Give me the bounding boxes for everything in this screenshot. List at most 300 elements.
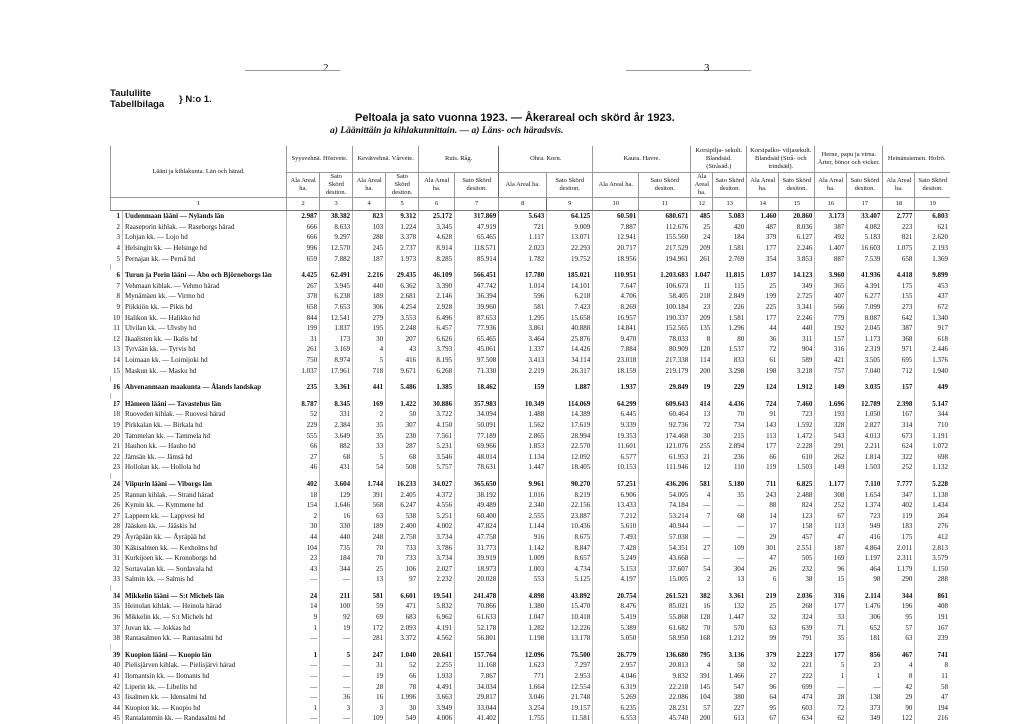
cell-value: 110.951 <box>593 270 639 281</box>
cell-value: 6.319 <box>593 681 639 692</box>
cell-value: 449 <box>915 382 950 393</box>
row-number: 18 <box>113 410 120 419</box>
table-row <box>111 650 951 661</box>
cell-value: 8.914 <box>419 243 455 254</box>
cell-value: 5.231 <box>419 441 455 452</box>
cell-value: 457 <box>779 532 815 543</box>
cell-value: 1.179 <box>883 563 915 574</box>
cell-value: 13.178 <box>547 633 593 644</box>
cell-value: 8.219 <box>547 489 593 500</box>
cell-value: 145 <box>691 681 713 692</box>
cell-value: 18 <box>287 489 320 500</box>
cell-value: 6.445 <box>593 409 639 420</box>
table-row <box>111 243 951 254</box>
cell-value: 67 <box>815 510 847 521</box>
header-ala: Ala Areal ha. <box>593 173 639 198</box>
cell-value: 55.868 <box>639 612 691 623</box>
table-row <box>111 302 951 313</box>
cell-value: 1.592 <box>779 420 815 431</box>
cell-value: 22.156 <box>547 500 593 511</box>
page-subtitle: a) Läänittäin ja kihlakunnittain. — a) Läns- och häradsvis. <box>330 126 564 136</box>
table-row <box>111 601 951 612</box>
cell-value: 824 <box>779 500 815 511</box>
cell-value: 69.966 <box>455 441 499 452</box>
cell-value: 3.546 <box>419 451 455 462</box>
cell-value: 14 <box>747 510 779 521</box>
cell-value: 6.626 <box>419 334 455 345</box>
cell-value: 6 <box>747 574 779 585</box>
cell-value: 129 <box>320 489 353 500</box>
region-name: Halikon kk. — Halikko hd <box>123 312 287 323</box>
cell-value: 262 <box>815 451 847 462</box>
page-title: Peltoala ja sato vuonna 1923. — Åkerareal och skörd år 1923. <box>355 112 675 124</box>
cell-value: 4.150 <box>419 420 455 431</box>
cell-value: 34.034 <box>455 681 499 692</box>
cell-value: 215 <box>713 430 747 441</box>
cell-value: 189 <box>353 521 386 532</box>
cell-value: 2.987 <box>287 211 320 222</box>
cell-value: 1.664 <box>499 681 547 692</box>
cell-value: 60.400 <box>455 510 499 521</box>
cell-value: 2.894 <box>713 441 747 452</box>
cell-value: 437 <box>915 291 950 302</box>
cell-value: 177 <box>815 650 847 661</box>
cell-value: 4.082 <box>847 222 883 233</box>
row-number: 45 <box>113 714 120 723</box>
cell-value: 4.002 <box>419 521 455 532</box>
cell-value: 1.198 <box>499 633 547 644</box>
cell-value: 17.961 <box>320 365 353 376</box>
region-name: Salmin kk. — Salmis hd <box>123 574 287 585</box>
cell-value: 553 <box>499 574 547 585</box>
cell-value: 19.541 <box>419 591 455 602</box>
cell-value: 324 <box>779 612 815 623</box>
cell-value: 6.247 <box>386 500 419 511</box>
cell-value: 187 <box>815 542 847 553</box>
header-colnum: 5 <box>386 198 419 211</box>
table-row <box>111 355 951 366</box>
region-name: Hämeen lääni — Tavastehus län <box>123 399 287 410</box>
cell-value: 48.014 <box>455 451 499 462</box>
cell-value: 61 <box>747 355 779 366</box>
header-colnum: 6 <box>419 198 455 211</box>
cell-value: 2.398 <box>883 399 915 410</box>
cell-value: 1.503 <box>779 462 815 473</box>
cell-value: 7.887 <box>593 222 639 233</box>
cell-value: 72 <box>691 420 713 431</box>
cell-value: 70 <box>691 622 713 633</box>
cell-value: 217.338 <box>639 355 691 366</box>
region-name: Piikkiön kk. — Pikis hd <box>123 302 287 313</box>
cell-value: 225 <box>747 302 779 313</box>
cell-value: 1.295 <box>499 312 547 323</box>
cell-value: 1 <box>847 671 883 682</box>
cell-value: 380 <box>713 692 747 703</box>
row-number: 19 <box>113 420 120 429</box>
cell-value: 9.009 <box>547 222 593 233</box>
cell-value: 328 <box>815 420 847 431</box>
cell-value: 1.340 <box>915 312 950 323</box>
crop-table <box>110 146 950 724</box>
header-colnum: 7 <box>455 198 499 211</box>
header-colnum: 1 <box>111 198 287 211</box>
cell-value: 7 <box>691 510 713 521</box>
header-crop: Ohra. Korn. <box>499 146 593 173</box>
cell-value: 431 <box>320 462 353 473</box>
cell-value: 344 <box>320 563 353 574</box>
header-colnum: 11 <box>639 198 691 211</box>
cell-value: 169 <box>353 399 386 410</box>
cell-value: 4.898 <box>499 591 547 602</box>
row-number: 21 <box>113 442 120 451</box>
cell-value: 1.744 <box>353 479 386 490</box>
cell-value: 1.782 <box>499 253 547 264</box>
cell-value: 5.183 <box>847 232 883 243</box>
cell-value: 3.390 <box>419 281 455 292</box>
region-name: Äyräpään kk. — Äyräpää hd <box>123 532 287 543</box>
cell-value: 2.223 <box>779 650 815 661</box>
cell-value: 195 <box>353 323 386 334</box>
cell-value: 1.503 <box>847 462 883 473</box>
cell-value: 14.123 <box>779 270 815 281</box>
cell-value: 97.508 <box>455 355 499 366</box>
cell-value: 2.400 <box>386 521 419 532</box>
region-name: Jääsken kk. — Jääskis hd <box>123 521 287 532</box>
cell-value: 621 <box>915 222 950 233</box>
cell-value: 247 <box>353 650 386 661</box>
cell-value: 227 <box>713 703 747 714</box>
cell-value: 41.402 <box>455 713 499 724</box>
cell-value: 175 <box>883 281 915 292</box>
cell-value: 19 <box>320 622 353 633</box>
cell-value: 119 <box>883 510 915 521</box>
cell-value: 13.433 <box>593 500 639 511</box>
cell-value: 99 <box>747 633 779 644</box>
cell-value: 6.235 <box>593 703 639 714</box>
cell-value: 23.018 <box>593 355 639 366</box>
table-row <box>111 344 951 355</box>
table-row <box>111 420 951 431</box>
cell-value: 77.189 <box>455 430 499 441</box>
cell-value: 34.094 <box>455 409 499 420</box>
cell-value: 13 <box>713 574 747 585</box>
cell-value: 69 <box>353 612 386 623</box>
cell-value: 4.734 <box>547 563 593 574</box>
cell-value: 3 <box>353 703 386 714</box>
cell-value: — <box>713 532 747 543</box>
cell-value: 54.351 <box>639 542 691 553</box>
cell-value: 1.037 <box>287 365 320 376</box>
row-number: 40 <box>113 661 120 670</box>
cell-value: 7.884 <box>593 344 639 355</box>
cell-value: 642 <box>883 312 915 323</box>
cell-value: 1.581 <box>713 243 747 254</box>
cell-value: 695 <box>883 355 915 366</box>
header-ala: Ala Areal ha. <box>747 173 779 198</box>
cell-value: 5.153 <box>593 563 639 574</box>
cell-value: 74.184 <box>639 500 691 511</box>
cell-value: 54.005 <box>639 489 691 500</box>
cell-value: 4.425 <box>287 270 320 281</box>
cell-value: — <box>320 681 353 692</box>
cell-value: 43.668 <box>639 553 691 564</box>
cell-value: 6.362 <box>386 281 419 292</box>
cell-value: 2.246 <box>779 312 815 323</box>
cell-value: 50 <box>386 409 419 420</box>
row-number: 8 <box>116 292 120 301</box>
cell-value: 5.083 <box>713 211 747 222</box>
cell-value: 402 <box>883 500 915 511</box>
cell-value: 8.269 <box>593 302 639 313</box>
cell-value: — <box>713 500 747 511</box>
cell-value: 16.957 <box>593 312 639 323</box>
cell-value: 40.944 <box>639 521 691 532</box>
table-row <box>111 692 951 703</box>
cell-value: 549 <box>386 713 419 724</box>
cell-value: 31 <box>287 334 320 345</box>
table-row <box>111 500 951 511</box>
cell-value: 1 <box>287 650 320 661</box>
cell-value: 66 <box>386 671 419 682</box>
cell-value: 421 <box>815 355 847 366</box>
cell-value: 7.539 <box>847 253 883 264</box>
cell-value: 1.075 <box>883 243 915 254</box>
cell-value: 349 <box>779 281 815 292</box>
cell-value: 471 <box>386 601 419 612</box>
cell-value: 2.023 <box>499 243 547 254</box>
cell-value: 2.725 <box>779 291 815 302</box>
cell-value: 1.040 <box>386 650 419 661</box>
cell-value: 3.734 <box>419 553 455 564</box>
cell-value: 402 <box>287 479 320 490</box>
cell-value: — <box>320 574 353 585</box>
cell-value: 316 <box>815 344 847 355</box>
cell-value: 68 <box>320 451 353 462</box>
cell-value: 1.466 <box>713 671 747 682</box>
cell-value: 31.773 <box>455 542 499 553</box>
cell-value: 36 <box>747 334 779 345</box>
cell-value: 3.853 <box>779 253 815 264</box>
cell-value: 38 <box>779 574 815 585</box>
cell-value: 23 <box>287 553 320 564</box>
cell-value: 7.561 <box>419 430 455 441</box>
cell-value: 41.936 <box>847 270 883 281</box>
cell-value: 75.500 <box>547 650 593 661</box>
header-colnum: 18 <box>883 198 915 211</box>
cell-value: 1 <box>287 622 320 633</box>
cell-value: 407 <box>815 291 847 302</box>
cell-value: 3.341 <box>779 302 815 313</box>
cell-value: 52 <box>287 409 320 420</box>
cell-value: 3.361 <box>713 591 747 602</box>
cell-value: 3.372 <box>386 633 419 644</box>
cell-value: 192 <box>815 323 847 334</box>
cell-value: 710 <box>915 420 950 431</box>
header-region: Lääni ja kihlakunta. Län och härad. <box>111 146 287 198</box>
cell-value: 1.142 <box>499 542 547 553</box>
cell-value: 154 <box>287 500 320 511</box>
cell-value: 11.581 <box>547 713 593 724</box>
region-name: Kuopion lääni — Kuopio län <box>123 650 287 661</box>
cell-value: 30 <box>691 430 713 441</box>
table-appendix-label: Taululiite Tabellbilaga <box>110 88 165 110</box>
cell-value: 733 <box>386 553 419 564</box>
cell-value: 26.779 <box>593 650 639 661</box>
region-name: Kurkijoen kk. — Kronoborgs hd <box>123 553 287 564</box>
cell-value: 57 <box>691 703 713 714</box>
cell-value: 167 <box>915 622 950 633</box>
cell-value: 391 <box>691 671 713 682</box>
cell-value: 72 <box>747 344 779 355</box>
cell-value: 90 <box>883 703 915 714</box>
table-row <box>111 553 951 564</box>
cell-value: 287 <box>386 441 419 452</box>
cell-value: 17 <box>747 521 779 532</box>
cell-value: 5.251 <box>419 510 455 521</box>
cell-value: 226 <box>713 302 747 313</box>
cell-value: — <box>320 671 353 682</box>
cell-value: 3.035 <box>847 382 883 393</box>
cell-value: 7.110 <box>847 479 883 490</box>
cell-value: 5.389 <box>593 622 639 633</box>
cell-value: 193 <box>815 409 847 420</box>
cell-value: 18.973 <box>455 563 499 574</box>
cell-value: 566 <box>815 302 847 313</box>
cell-value: 440 <box>320 532 353 543</box>
header-crop: Kaura. Havre. <box>593 146 691 173</box>
cell-value: 219.179 <box>639 365 691 376</box>
cell-value: 185.021 <box>547 270 593 281</box>
cell-value: 8.087 <box>847 312 883 323</box>
cell-value: 96 <box>747 681 779 692</box>
header-ala: Ala Areal ha. <box>287 173 320 198</box>
cell-value: 20.754 <box>593 591 639 602</box>
cell-value: 680.671 <box>639 211 691 222</box>
cell-value: 8.633 <box>320 222 353 233</box>
cell-value: 177 <box>747 441 779 452</box>
cell-value: 7.777 <box>883 479 915 490</box>
cell-value: 155 <box>883 291 915 302</box>
cell-value: 44 <box>287 532 320 543</box>
cell-value: 29.817 <box>455 692 499 703</box>
cell-value: 22.086 <box>639 692 691 703</box>
cell-value: 4.191 <box>419 622 455 633</box>
cell-value: 85.914 <box>455 253 499 264</box>
row-number: 22 <box>113 452 120 461</box>
cell-value: 10.349 <box>499 399 547 410</box>
cell-value: 143 <box>747 420 779 431</box>
cell-value: 609.643 <box>639 399 691 410</box>
cell-value: 485 <box>691 211 713 222</box>
cell-value: 15 <box>815 574 847 585</box>
cell-value: 1.460 <box>747 211 779 222</box>
cell-value: 721 <box>499 222 547 233</box>
cell-value: 5 <box>353 355 386 366</box>
cell-value: — <box>287 713 320 724</box>
cell-value: 288 <box>915 574 950 585</box>
cell-value: 659 <box>287 253 320 264</box>
cell-value: 2.777 <box>883 211 915 222</box>
header-colnum: 19 <box>915 198 950 211</box>
cell-value: 198 <box>747 365 779 376</box>
cell-value: 14 <box>287 601 320 612</box>
region-name: Mikkelin kk. — S:t Michels hd <box>123 612 287 623</box>
region-name: Helsingin kk. — Helsinge hd <box>123 243 287 254</box>
cell-value: 1.047 <box>499 612 547 623</box>
cell-value: 122 <box>883 713 915 724</box>
region-name: Juvan kk. — Jokkas hd <box>123 622 287 633</box>
cell-value: 1.003 <box>499 563 547 574</box>
header-sato: Sato Skörd desiton. <box>639 173 691 198</box>
cell-value: 243 <box>747 489 779 500</box>
cell-value: 2.319 <box>847 344 883 355</box>
cell-value: 1.337 <box>499 344 547 355</box>
cell-value: 5.050 <box>593 633 639 644</box>
row-number: 17 <box>113 399 120 408</box>
cell-value: 229 <box>713 382 747 393</box>
cell-value: 95 <box>747 703 779 714</box>
cell-value: 771 <box>499 671 547 682</box>
cell-value: 18.159 <box>593 365 639 376</box>
cell-value: 1.887 <box>547 382 593 393</box>
region-name: Hollolan kk. — Hollola hd <box>123 462 287 473</box>
cell-value: 1.380 <box>499 601 547 612</box>
cell-value: 106.673 <box>639 281 691 292</box>
cell-value: 78 <box>386 681 419 692</box>
header-colnum: 14 <box>747 198 779 211</box>
cell-value: 57.038 <box>639 532 691 543</box>
row-number: 26 <box>113 501 120 510</box>
cell-value: 104 <box>287 542 320 553</box>
cell-value: 95 <box>883 612 915 623</box>
cell-value: 118.571 <box>455 243 499 254</box>
cell-value: 1.434 <box>915 500 950 511</box>
cell-value: 2.405 <box>386 489 419 500</box>
cell-value: 64.125 <box>547 211 593 222</box>
cell-value: 209 <box>691 243 713 254</box>
region-name: Ruoveden kihlak. — Ruovesi härad <box>123 409 287 420</box>
cell-value: 222 <box>779 671 815 682</box>
cell-value: 2.232 <box>419 574 455 585</box>
cell-value: 12.570 <box>320 243 353 254</box>
cell-value: 177 <box>747 312 779 323</box>
cell-value: 78.033 <box>639 334 691 345</box>
cell-value: 2.255 <box>419 660 455 671</box>
cell-value: 29.849 <box>639 382 691 393</box>
cell-value: 2 <box>287 510 320 521</box>
cell-value: 672 <box>915 302 950 313</box>
cell-value: 823 <box>353 211 386 222</box>
cell-value: 8.787 <box>287 399 320 410</box>
cell-value: 344 <box>883 591 915 602</box>
cell-value: 17.780 <box>499 270 547 281</box>
table-row <box>111 253 951 264</box>
cell-value: 440 <box>353 281 386 292</box>
cell-value: 3.413 <box>499 355 547 366</box>
cell-value: 64 <box>747 692 779 703</box>
cell-value: 1.374 <box>847 500 883 511</box>
cell-value: 35 <box>353 420 386 431</box>
cell-value: 70 <box>353 542 386 553</box>
cell-value: 589 <box>779 355 815 366</box>
cell-value: 8 <box>915 660 950 671</box>
cell-value: 11 <box>915 671 950 682</box>
cell-value: 190.337 <box>639 312 691 323</box>
row-number: 38 <box>113 634 120 643</box>
cell-value: 65.465 <box>455 334 499 345</box>
cell-value: 387 <box>883 323 915 334</box>
cell-value: 66 <box>747 451 779 462</box>
